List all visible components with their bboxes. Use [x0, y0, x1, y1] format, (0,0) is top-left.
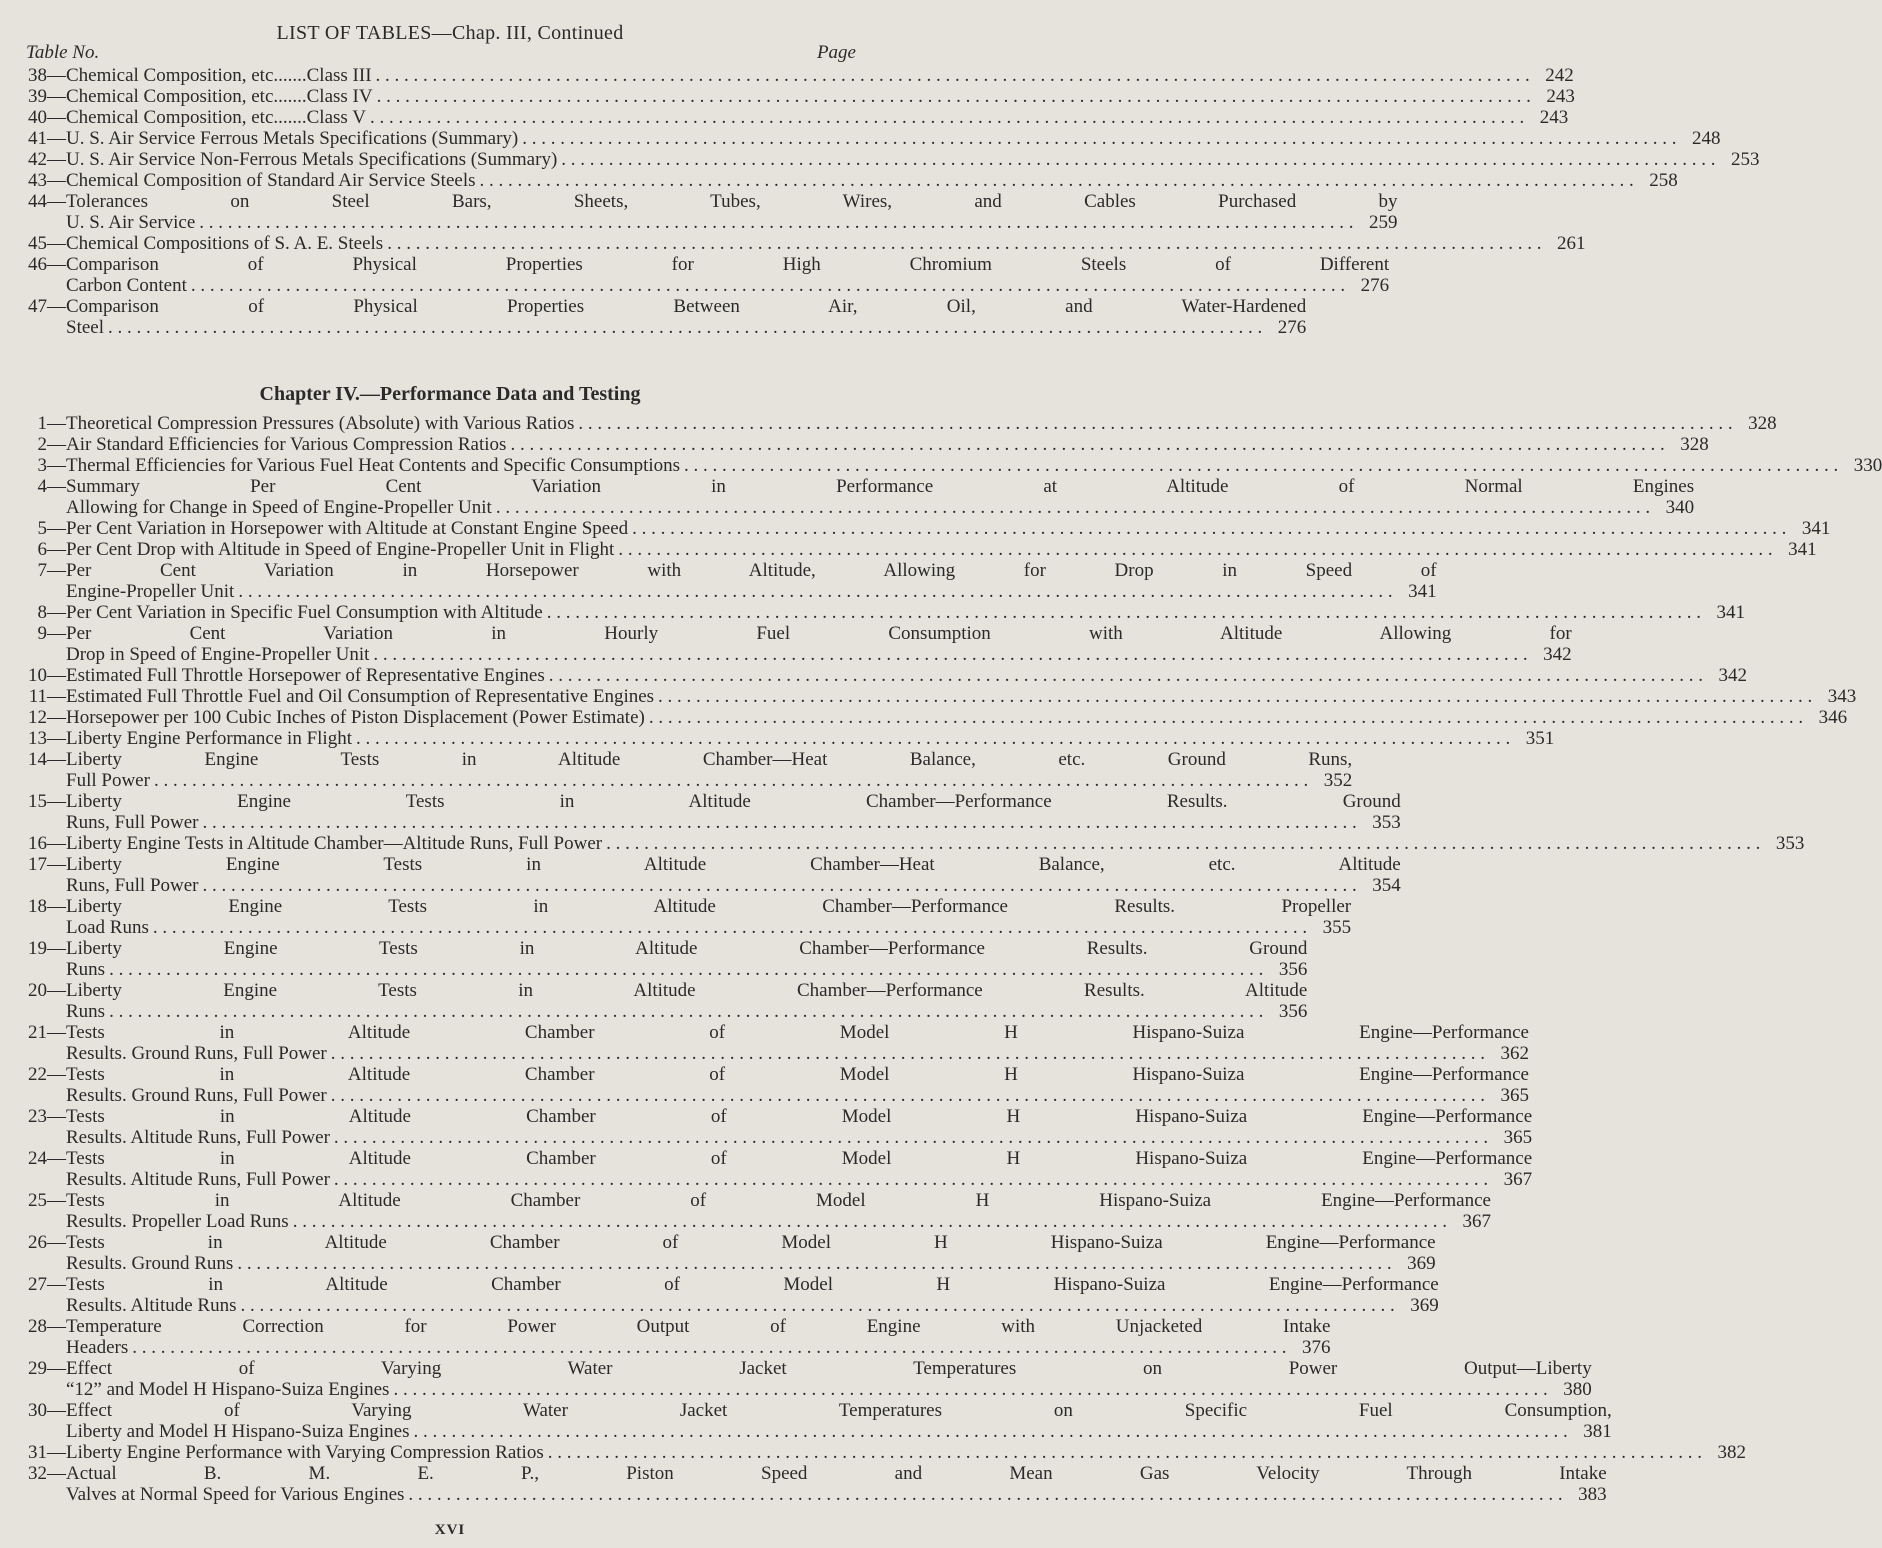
- table-number: 8—: [37, 602, 66, 623]
- table-number: 7—: [37, 560, 66, 581]
- entry-title-text: Liberty Engine Tests in Altitude Chamber—Performance Results. Ground: [66, 938, 1308, 959]
- page-number: 365: [1503, 1127, 1533, 1148]
- dot-leader: [154, 770, 1308, 791]
- table-number: 1—: [37, 413, 66, 434]
- table-number: 27—: [28, 1274, 66, 1295]
- toc-entry: [22, 1064, 1529, 1106]
- entry-title-text: Engine-Propeller Unit: [66, 581, 235, 602]
- entry-final-line: [66, 917, 1351, 938]
- dot-leader: [408, 1484, 1562, 1505]
- table-number: 11—: [28, 686, 66, 707]
- dot-leader: [684, 455, 1838, 476]
- toc-entry: [22, 128, 1721, 149]
- entry-title-text: Comparison of Physical Properties for High Chromium Steels of Different: [66, 254, 1390, 275]
- dot-leader: [393, 1379, 1547, 1400]
- dot-leader: [238, 581, 1392, 602]
- toc-entry: [22, 149, 1760, 170]
- table-number: 41—: [28, 128, 66, 149]
- entry-final-line: [66, 317, 1306, 338]
- entry-title-text: Liberty Engine Tests in Altitude Chamber—Heat Balance, etc. Ground Runs,: [66, 749, 1353, 770]
- dot-leader: [153, 917, 1307, 938]
- table-number: 9—: [37, 623, 66, 644]
- entry-title-text: Effect of Varying Water Jacket Temperatures on Power Output—Liberty: [66, 1358, 1592, 1379]
- entry-title-text: Drop in Speed of Engine-Propeller Unit: [66, 644, 370, 665]
- entry-title-text: Carbon Content: [66, 275, 187, 296]
- toc-entry: [22, 455, 1882, 476]
- toc-entry: [22, 518, 1831, 539]
- entry-title-text: Results. Altitude Runs: [66, 1295, 237, 1316]
- entry-final-line: [66, 959, 1307, 980]
- toc-entry: [22, 65, 1574, 86]
- toc-entry: [22, 476, 1695, 518]
- table-number: 31—: [28, 1442, 66, 1463]
- toc-entry: [22, 1400, 1612, 1442]
- dot-leader: [376, 65, 1530, 86]
- entry-final-line: [66, 170, 1678, 191]
- toc-entry: [22, 749, 1353, 791]
- toc-entry: [22, 938, 1308, 980]
- entry-final-line: [66, 1001, 1307, 1022]
- entry-title-text: Liberty Engine Tests in Altitude Chamber—Performance Results. Altitude: [66, 980, 1308, 1001]
- entry-final-line: [66, 455, 1882, 476]
- page-number: 243: [1539, 107, 1569, 128]
- dot-leader: [191, 275, 1345, 296]
- toc-entry: [22, 686, 1857, 707]
- entry-final-line: [66, 434, 1709, 455]
- toc-entry: [22, 833, 1805, 854]
- page-number: 354: [1372, 875, 1401, 896]
- entry-final-line: [66, 149, 1760, 170]
- table-number: 28—: [28, 1316, 66, 1337]
- table-number: 5—: [37, 518, 66, 539]
- entry-title-text: Headers: [66, 1337, 129, 1358]
- entry-title-text: Results. Altitude Runs, Full Power: [66, 1127, 330, 1148]
- table-number: 30—: [28, 1400, 66, 1421]
- entry-title-text: U. S. Air Service Non-Ferrous Metals Specifications (Summary): [66, 149, 558, 170]
- toc-entry: [22, 728, 1555, 749]
- page-number: 341: [1716, 602, 1745, 623]
- page-number: 342: [1543, 644, 1572, 665]
- page-number: 261: [1556, 233, 1586, 254]
- table-number: 25—: [28, 1190, 66, 1211]
- entry-title-text: Chemical Composition, etc.......Class IV: [66, 86, 373, 107]
- dot-leader: [370, 107, 1524, 128]
- toc-entry: [22, 413, 1777, 434]
- entry-title-text: Tests in Altitude Chamber of Model H Hispano-Suiza Engine—Performance: [66, 1232, 1436, 1253]
- toc-entry: [22, 1022, 1529, 1064]
- page-number: 248: [1691, 128, 1721, 149]
- entry-title-text: Theoretical Compression Pressures (Absolute) with Various Ratios: [66, 413, 575, 434]
- entry-title-text: Valves at Normal Speed for Various Engines: [66, 1484, 405, 1505]
- dot-leader: [237, 1253, 1391, 1274]
- entry-final-line: [66, 1169, 1532, 1190]
- table-number: 19—: [28, 938, 66, 959]
- table-number: 23—: [28, 1106, 66, 1127]
- table-number: 39—: [28, 86, 66, 107]
- dot-leader: [334, 1127, 1488, 1148]
- entry-final-line: [66, 602, 1745, 623]
- dot-leader: [377, 86, 1531, 107]
- toc-entry: [22, 791, 1401, 833]
- toc-entry: [22, 623, 1572, 665]
- entry-title-text: Tests in Altitude Chamber of Model H Hispano-Suiza Engine—Performance: [66, 1064, 1529, 1085]
- page-number: 362: [1500, 1043, 1529, 1064]
- entry-final-line: [66, 275, 1389, 296]
- page-number: 352: [1323, 770, 1353, 791]
- toc-entry: [22, 854, 1401, 896]
- toc-entry: [22, 1148, 1533, 1190]
- dot-leader: [108, 317, 1262, 338]
- entry-final-line: [66, 497, 1694, 518]
- entry-title-text: Liberty Engine Tests in Altitude Chamber—Performance Results. Propeller: [66, 896, 1352, 917]
- table-number: 44—: [28, 191, 66, 212]
- page-number: 367: [1462, 1211, 1491, 1232]
- page-number: 328: [1748, 413, 1777, 434]
- entry-title-text: Steel: [66, 317, 104, 338]
- entry-final-line: [66, 875, 1401, 896]
- page-number: 328: [1680, 434, 1709, 455]
- entry-title-text: “12” and Model H Hispano-Suiza Engines: [66, 1379, 390, 1400]
- page-number: 276: [1360, 275, 1390, 296]
- entry-title-text: Effect of Varying Water Jacket Temperatures on Specific Fuel Consumption,: [66, 1400, 1612, 1421]
- dot-leader: [578, 413, 1732, 434]
- toc-entry: [22, 1232, 1436, 1274]
- entry-final-line: [66, 1421, 1612, 1442]
- page-number: 330: [1853, 455, 1882, 476]
- page-number: 341: [1801, 518, 1831, 539]
- entry-title-text: Summary Per Cent Variation in Performance at Altitude of Normal Engines: [66, 476, 1695, 497]
- entry-title-text: Allowing for Change in Speed of Engine-Propeller Unit: [66, 497, 492, 518]
- column-headings: [26, 42, 856, 64]
- dot-leader: [510, 434, 1664, 455]
- toc-entry: [22, 86, 1575, 107]
- dot-leader: [387, 233, 1541, 254]
- page-number: 276: [1277, 317, 1307, 338]
- toc-entry: [22, 170, 1678, 191]
- toc-section-chapter-3: [22, 65, 1760, 338]
- page-number: 242: [1545, 65, 1574, 86]
- entry-title-text: Per Cent Variation in Horsepower with Altitude at Constant Engine Speed: [66, 518, 629, 539]
- entry-title-text: Chemical Composition, etc.......Class III: [66, 65, 372, 86]
- entry-title-text: Runs, Full Power: [66, 875, 199, 896]
- toc-entry: [22, 539, 1817, 560]
- page-number: 340: [1665, 497, 1695, 518]
- entry-final-line: [66, 86, 1575, 107]
- page-number: 342: [1718, 665, 1748, 686]
- entry-final-line: [66, 833, 1804, 854]
- entry-title-text: Per Cent Variation in Hourly Fuel Consumption with Altitude Allowing for: [66, 623, 1572, 644]
- entry-final-line: [66, 1127, 1532, 1148]
- entry-final-line: [66, 1295, 1439, 1316]
- entry-title-text: Full Power: [66, 770, 150, 791]
- page-heading: Page: [816, 42, 856, 63]
- entry-final-line: [66, 1211, 1491, 1232]
- page-number: 376: [1302, 1337, 1331, 1358]
- toc-entry: [22, 707, 1848, 728]
- page-number: 382: [1717, 1442, 1746, 1463]
- entry-title-text: Liberty and Model H Hispano-Suiza Engines: [66, 1421, 410, 1442]
- entry-final-line: [66, 1043, 1529, 1064]
- entry-final-line: [66, 1484, 1607, 1505]
- entry-final-line: [66, 518, 1830, 539]
- entry-title-text: Runs: [66, 1001, 106, 1022]
- page-folio: XVI: [434, 1522, 466, 1538]
- entry-title-text: Liberty Engine Tests in Altitude Chamber—Performance Results. Ground: [66, 791, 1401, 812]
- entry-title-text: Tests in Altitude Chamber of Model H Hispano-Suiza Engine—Performance: [66, 1106, 1533, 1127]
- toc-entry: [22, 1106, 1533, 1148]
- toc-entry: [22, 296, 1307, 338]
- entry-title-text: Temperature Correction for Power Output of Engine with Unjacketed Intake: [66, 1316, 1331, 1337]
- entry-final-line: [66, 233, 1585, 254]
- page-number: 259: [1369, 212, 1398, 233]
- toc-entry: [22, 233, 1586, 254]
- entry-title-text: U. S. Air Service: [66, 212, 196, 233]
- dot-leader: [496, 497, 1650, 518]
- dot-leader: [373, 644, 1527, 665]
- dot-leader: [480, 170, 1634, 191]
- chapter-heading: Chapter IV.—Performance Data and Testing: [259, 383, 641, 405]
- entry-title-text: Results. Ground Runs: [66, 1253, 234, 1274]
- table-number: 43—: [28, 170, 66, 191]
- table-number: 13—: [28, 728, 66, 749]
- entry-title-text: Results. Altitude Runs, Full Power: [66, 1169, 330, 1190]
- table-number: 24—: [28, 1148, 66, 1169]
- page-number: 341: [1408, 581, 1437, 602]
- table-number: 40—: [28, 107, 66, 128]
- dot-leader: [606, 833, 1760, 854]
- entry-title-text: Comparison of Physical Properties Between Air, Oil, and Water-Hardened: [66, 296, 1307, 317]
- entry-final-line: [66, 1337, 1331, 1358]
- entry-final-line: [66, 1085, 1529, 1106]
- entry-title-text: Tests in Altitude Chamber of Model H Hispano-Suiza Engine—Performance: [66, 1190, 1491, 1211]
- page-number: 343: [1827, 686, 1857, 707]
- page-number: 355: [1322, 917, 1352, 938]
- entry-final-line: [66, 1379, 1592, 1400]
- dot-leader: [331, 1043, 1485, 1064]
- entry-title-text: Per Cent Drop with Altitude in Speed of Engine-Propeller Unit in Flight: [66, 539, 615, 560]
- table-number: 10—: [28, 665, 66, 686]
- entry-title-text: Liberty Engine Performance with Varying Compression Ratios: [66, 1442, 544, 1463]
- entry-title-text: Results. Ground Runs, Full Power: [66, 1085, 327, 1106]
- entry-final-line: [66, 539, 1817, 560]
- table-number: 32—: [28, 1463, 66, 1484]
- entry-title-text: Estimated Full Throttle Horsepower of Representative Engines: [66, 665, 545, 686]
- toc-entry: [22, 1358, 1592, 1400]
- dot-leader: [293, 1211, 1447, 1232]
- dot-leader: [561, 149, 1715, 170]
- entry-final-line: [66, 812, 1401, 833]
- entry-title-text: Chemical Compositions of S. A. E. Steels: [66, 233, 384, 254]
- entry-final-line: [66, 65, 1574, 86]
- entry-title-text: Tolerances on Steel Bars, Sheets, Tubes, Wires, and Cables Purchased by: [66, 191, 1398, 212]
- dot-leader: [109, 1001, 1263, 1022]
- page-number: 356: [1278, 1001, 1308, 1022]
- dot-leader: [618, 539, 1772, 560]
- entry-final-line: [66, 1253, 1436, 1274]
- page-number: 369: [1410, 1295, 1439, 1316]
- dot-leader: [356, 728, 1510, 749]
- entry-title-text: Load Runs: [66, 917, 149, 938]
- entry-final-line: [66, 128, 1720, 149]
- dot-leader: [414, 1421, 1568, 1442]
- page-number: 380: [1563, 1379, 1592, 1400]
- dot-leader: [109, 959, 1263, 980]
- table-number: 22—: [28, 1064, 66, 1085]
- dot-leader: [522, 128, 1676, 149]
- entry-final-line: [66, 581, 1437, 602]
- toc-entry: [22, 1463, 1607, 1505]
- entry-final-line: [66, 644, 1572, 665]
- entry-final-line: [66, 212, 1398, 233]
- toc-entry: [22, 254, 1390, 296]
- dot-leader: [548, 1442, 1702, 1463]
- table-number: 21—: [28, 1022, 66, 1043]
- entry-title-text: Chemical Composition of Standard Air Service Steels: [66, 170, 476, 191]
- toc-entry: [22, 107, 1569, 128]
- toc-entry: [22, 1274, 1439, 1316]
- toc-entry: [22, 602, 1745, 623]
- page-number: 351: [1525, 728, 1555, 749]
- entry-final-line: [66, 665, 1747, 686]
- entry-final-line: [66, 686, 1856, 707]
- page-number: 346: [1818, 707, 1848, 728]
- entry-title-text: Tests in Altitude Chamber of Model H Hispano-Suiza Engine—Performance: [66, 1022, 1529, 1043]
- table-number: 3—: [37, 455, 66, 476]
- entry-title-text: Thermal Efficiencies for Various Fuel Heat Contents and Specific Consumptions: [66, 455, 681, 476]
- toc-entry: [22, 665, 1748, 686]
- entry-title-text: Results. Propeller Load Runs: [66, 1211, 289, 1232]
- entry-title-text: U. S. Air Service Ferrous Metals Specifications (Summary): [66, 128, 519, 149]
- dot-leader: [241, 1295, 1395, 1316]
- table-number: 17—: [28, 854, 66, 875]
- table-number: 15—: [28, 791, 66, 812]
- entry-title-text: Runs, Full Power: [66, 812, 199, 833]
- toc-section-chapter-4: [22, 413, 1882, 1505]
- table-number: 14—: [28, 749, 66, 770]
- entry-final-line: [66, 1442, 1746, 1463]
- table-number: 16—: [28, 833, 66, 854]
- table-number: 45—: [28, 233, 66, 254]
- table-number: 47—: [28, 296, 66, 317]
- page-number: 353: [1775, 833, 1805, 854]
- page-number: 243: [1546, 86, 1575, 107]
- table-number: 42—: [28, 149, 66, 170]
- toc-entry: [22, 980, 1308, 1022]
- toc-entry: [22, 896, 1352, 938]
- entry-title-text: Horsepower per 100 Cubic Inches of Piston Displacement (Power Estimate): [66, 707, 645, 728]
- table-number: 12—: [28, 707, 66, 728]
- dot-leader: [334, 1169, 1488, 1190]
- dot-leader: [658, 686, 1812, 707]
- page-number: 365: [1500, 1085, 1529, 1106]
- table-number: 18—: [28, 896, 66, 917]
- dot-leader: [203, 875, 1357, 896]
- entry-title-text: Per Cent Variation in Horsepower with Altitude, Allowing for Drop in Speed of: [66, 560, 1437, 581]
- table-no-heading: Table No.: [26, 42, 100, 63]
- page-number: 356: [1278, 959, 1308, 980]
- entry-final-line: [66, 728, 1554, 749]
- entry-final-line: [66, 707, 1847, 728]
- dot-leader: [331, 1085, 1485, 1106]
- page-number: 381: [1583, 1421, 1612, 1442]
- table-number: 38—: [28, 65, 66, 86]
- page-number: 353: [1372, 812, 1401, 833]
- table-number: 46—: [28, 254, 66, 275]
- entry-title-text: Liberty Engine Tests in Altitude Chamber—Heat Balance, etc. Altitude: [66, 854, 1401, 875]
- dot-leader: [203, 812, 1357, 833]
- table-number: 29—: [28, 1358, 66, 1379]
- page-number: 253: [1731, 149, 1760, 170]
- entry-title-text: Estimated Full Throttle Fuel and Oil Consumption of Representative Engines: [66, 686, 655, 707]
- dot-leader: [632, 518, 1786, 539]
- toc-entry: [22, 1316, 1331, 1358]
- dot-leader: [132, 1337, 1286, 1358]
- table-number: 20—: [28, 980, 66, 1001]
- entry-title-text: Per Cent Variation in Specific Fuel Consumption with Altitude: [66, 602, 543, 623]
- toc-entry: [22, 434, 1709, 455]
- page-number: 258: [1649, 170, 1678, 191]
- toc-entry: [22, 191, 1398, 233]
- page-number: 369: [1407, 1253, 1436, 1274]
- entry-title-text: Runs: [66, 959, 106, 980]
- page-number: 367: [1503, 1169, 1533, 1190]
- toc-entry: [22, 1190, 1491, 1232]
- entry-title-text: Results. Ground Runs, Full Power: [66, 1043, 327, 1064]
- table-number: 26—: [28, 1232, 66, 1253]
- dot-leader: [547, 602, 1701, 623]
- table-number: 2—: [37, 434, 66, 455]
- dot-leader: [549, 665, 1703, 686]
- entry-final-line: [66, 107, 1568, 128]
- page-number: 341: [1788, 539, 1817, 560]
- toc-entry: [22, 560, 1437, 602]
- table-number: 6—: [37, 539, 66, 560]
- running-title: LIST OF TABLES—Chap. III, Continued: [276, 22, 624, 44]
- entry-title-text: Tests in Altitude Chamber of Model H Hispano-Suiza Engine—Performance: [66, 1148, 1533, 1169]
- dot-leader: [199, 212, 1353, 233]
- page-number: 383: [1578, 1484, 1607, 1505]
- entry-final-line: [66, 413, 1777, 434]
- entry-title-text: Liberty Engine Tests in Altitude Chamber—Altitude Runs, Full Power: [66, 833, 603, 854]
- entry-title-text: Chemical Composition, etc.......Class V: [66, 107, 366, 128]
- table-number: 4—: [37, 476, 66, 497]
- entry-final-line: [66, 770, 1352, 791]
- entry-title-text: Actual B. M. E. P., Piston Speed and Mean Gas Velocity Through Intake: [66, 1463, 1607, 1484]
- dot-leader: [649, 707, 1803, 728]
- entry-title-text: Air Standard Efficiencies for Various Compression Ratios: [66, 434, 507, 455]
- entry-title-text: Tests in Altitude Chamber of Model H Hispano-Suiza Engine—Performance: [66, 1274, 1439, 1295]
- toc-entry: [22, 1442, 1746, 1463]
- entry-title-text: Liberty Engine Performance in Flight: [66, 728, 352, 749]
